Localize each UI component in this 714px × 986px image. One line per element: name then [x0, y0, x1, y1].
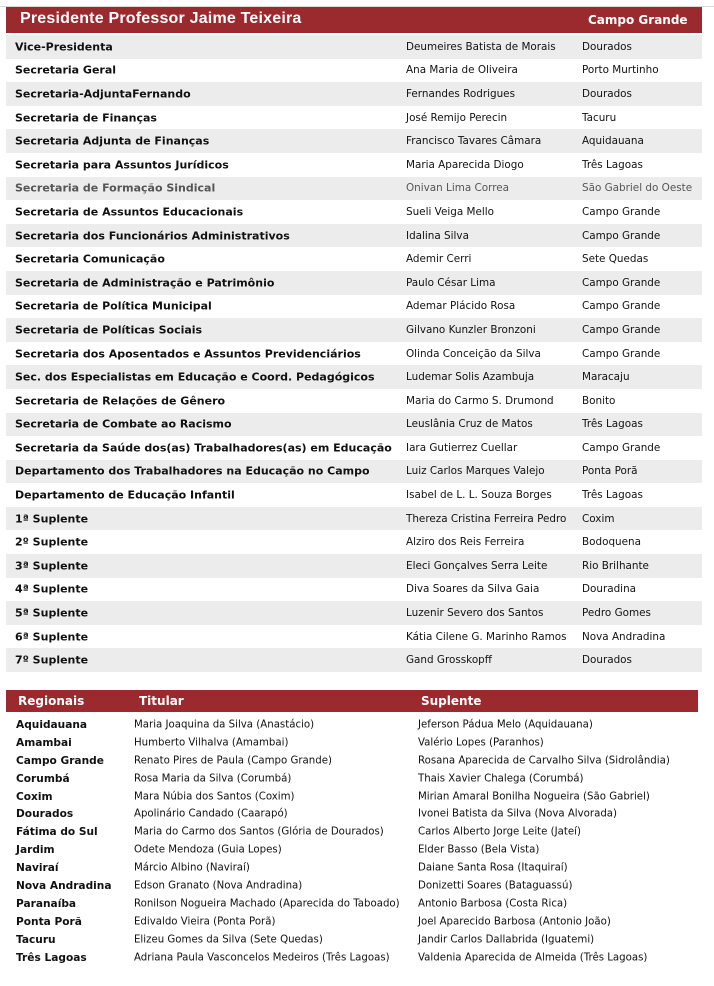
- table-row: [6, 648, 702, 672]
- board-name: Maria Aparecida Diogo: [406, 158, 524, 171]
- board-name: Fernandes Rodrigues: [406, 87, 515, 100]
- board-role: 6ª Suplente: [15, 630, 89, 644]
- board-city: Três Lagoas: [582, 418, 643, 431]
- table-row: [6, 949, 698, 967]
- regional-suplente: Carlos Alberto Jorge Leite (Jateí): [418, 826, 581, 838]
- table-row: [6, 823, 698, 841]
- table-row: [6, 788, 698, 806]
- regional-suplente: Joel Aparecido Barbosa (Antonio João): [418, 916, 611, 928]
- board-city: Nova Andradina: [582, 630, 666, 643]
- board-city: Ponta Porã: [582, 465, 638, 478]
- board-name: Isabel de L. L. Souza Borges: [406, 489, 552, 502]
- board-name: Kátia Cilene G. Marinho Ramos: [406, 630, 567, 643]
- board-role: Secretaria da Saúde dos(as) Trabalhadores(as) em Educação: [15, 441, 392, 455]
- board-city: Campo Grande: [582, 441, 661, 454]
- table-row: [6, 200, 702, 224]
- board-city: Aquidauana: [582, 135, 644, 148]
- regional-titular: Renato Pires de Paula (Campo Grande): [134, 755, 332, 767]
- board-name: Luiz Carlos Marques Valejo: [406, 465, 545, 478]
- board-name: Luzenir Severo dos Santos: [406, 607, 544, 620]
- regional-titular: Odete Mendoza (Guia Lopes): [134, 844, 282, 856]
- regional-suplente: Mirian Amaral Bonilha Nogueira (São Gabriel): [418, 791, 650, 802]
- regional-name: Três Lagoas: [16, 951, 87, 964]
- board-role: Secretaria de Finanças: [15, 111, 157, 125]
- president-header: [6, 7, 702, 33]
- board-city: Porto Murtinho: [582, 64, 659, 77]
- board-role: Secretaria de Políticas Sociais: [15, 323, 203, 337]
- board-name: Eleci Gonçalves Serra Leite: [406, 559, 548, 572]
- regional-titular: Adriana Paula Vasconcelos Medeiros (Três Lagoas): [134, 952, 390, 964]
- board-city: Pedro Gomes: [582, 607, 651, 620]
- board-city: Coxim: [582, 512, 615, 525]
- regional-suplente: Valério Lopes (Paranhos): [418, 737, 544, 749]
- table-row: [6, 601, 702, 625]
- board-city: Três Lagoas: [582, 489, 643, 502]
- board-role: Departamento de Educação Infantil: [15, 488, 235, 502]
- regional-name: Naviraí: [16, 862, 59, 875]
- board-name: Onivan Lima Correa: [406, 182, 510, 195]
- board-name: Sueli Veiga Mello: [406, 205, 494, 218]
- regional-col-region: Regionais: [18, 694, 85, 708]
- table-row: [6, 224, 702, 248]
- regional-titular: Apolinário Candado (Caarapó): [134, 808, 288, 820]
- table-row: [6, 389, 702, 413]
- regional-suplente: Jeferson Pádua Melo (Aquidauana): [418, 719, 593, 731]
- board-city: Campo Grande: [582, 205, 661, 218]
- board-role: 3ª Suplente: [15, 559, 89, 573]
- board-role: Secretaria de Assuntos Educacionais: [15, 205, 244, 219]
- table-row: [6, 35, 702, 59]
- board-table: [6, 35, 702, 672]
- board-role: Secretaria Geral: [15, 63, 117, 77]
- regional-titular: Ronilson Nogueira Machado (Aparecida do Taboado): [134, 898, 400, 910]
- regional-name: Paranaíba: [16, 897, 77, 910]
- board-role: Vice-Presidenta: [15, 40, 113, 54]
- table-row: [6, 625, 702, 649]
- regional-suplente: Daiane Santa Rosa (Itaquiraí): [418, 862, 568, 874]
- president-city: Campo Grande: [588, 13, 688, 27]
- board-city: Sete Quedas: [582, 253, 649, 266]
- board-city: Rio Brilhante: [582, 559, 649, 572]
- board-name: Ana Maria de Oliveira: [406, 64, 518, 77]
- table-row: [6, 805, 698, 823]
- board-city: Bonito: [582, 394, 616, 407]
- regional-name: Jardim: [16, 844, 55, 857]
- table-row: [6, 82, 702, 106]
- table-row: [6, 342, 702, 366]
- board-role: 2º Suplente: [15, 535, 89, 549]
- regional-titular: Márcio Albino (Naviraí): [134, 862, 250, 874]
- board-name: Thereza Cristina Ferreira Pedro: [406, 512, 567, 525]
- board-city: Três Lagoas: [582, 158, 643, 171]
- board-role: Secretaria dos Aposentados e Assuntos Previdenciários: [15, 347, 361, 361]
- board-city: Dourados: [582, 40, 632, 53]
- board-name: Maria do Carmo S. Drumond: [406, 394, 554, 407]
- board-city: Dourados: [582, 654, 632, 667]
- table-row: [6, 483, 702, 507]
- board-role: Secretaria para Assuntos Jurídicos: [15, 158, 229, 172]
- regional-name: Corumbá: [16, 772, 70, 785]
- regional-name: Fátima do Sul: [16, 826, 98, 839]
- board-role: Sec. dos Especialistas em Educação e Coord. Pedagógicos: [15, 370, 375, 384]
- regional-suplente: Ivonei Batista da Silva (Nova Alvorada): [418, 808, 617, 820]
- board-city: Dourados: [582, 87, 632, 100]
- table-row: [6, 770, 698, 788]
- board-name: Iara Gutierrez Cuellar: [406, 441, 518, 454]
- regional-titular: Maria do Carmo dos Santos (Glória de Dourados): [134, 826, 384, 838]
- board-name: Deumeires Batista de Morais: [406, 40, 556, 53]
- table-row: [6, 877, 698, 895]
- board-role: Secretaria de Relações de Gênero: [15, 394, 226, 408]
- board-role: 4ª Suplente: [15, 582, 89, 596]
- table-row: [6, 734, 698, 752]
- regional-col-suplente: Suplente: [421, 694, 482, 708]
- board-role: Departamento dos Trabalhadores na Educação no Campo: [15, 464, 370, 478]
- board-role: Secretaria dos Funcionários Administrativos: [15, 229, 290, 243]
- table-row: [6, 59, 702, 83]
- regional-name: Amambai: [16, 736, 72, 749]
- board-role: Secretaria Comunicação: [15, 252, 165, 266]
- board-role: 1ª Suplente: [15, 512, 89, 526]
- board-name: Francisco Tavares Câmara: [406, 135, 542, 148]
- board-city: Maracaju: [582, 371, 630, 384]
- table-row: [6, 554, 702, 578]
- board-name: José Remijo Perecin: [406, 111, 508, 124]
- board-name: Ademir Cerri: [406, 253, 472, 266]
- board-name: Idalina Silva: [406, 229, 469, 242]
- board-role: 7º Suplente: [15, 653, 89, 667]
- regional-titular: Rosa Maria da Silva (Corumbá): [134, 773, 292, 785]
- regional-suplente: Elder Basso (Bela Vista): [418, 844, 540, 856]
- regional-name: Tacuru: [16, 933, 56, 946]
- board-city: Campo Grande: [582, 229, 661, 242]
- top-strip: [0, 0, 714, 7]
- table-row: [6, 436, 702, 460]
- table-row: [6, 177, 702, 201]
- table-row: [6, 295, 702, 319]
- board-role: Secretaria de Política Municipal: [15, 299, 212, 313]
- regional-name: Coxim: [16, 790, 53, 803]
- regional-titular: Edson Granato (Nova Andradina): [134, 880, 303, 892]
- table-row: [6, 365, 702, 389]
- regional-suplente: Valdenia Aparecida de Almeida (Três Lagoas): [418, 952, 648, 964]
- board-name: Ademar Plácido Rosa: [406, 300, 516, 313]
- table-row: [6, 859, 698, 877]
- board-city: Campo Grande: [582, 347, 661, 360]
- regional-suplente: Donizetti Soares (Bataguassú): [418, 880, 573, 892]
- table-row: [6, 129, 702, 153]
- regional-titular: Humberto Vilhalva (Amambai): [134, 737, 289, 749]
- table-row: [6, 460, 702, 484]
- regional-suplente: Thais Xavier Chalega (Corumbá): [418, 773, 584, 785]
- regional-titular: Mara Núbia dos Santos (Coxim): [134, 791, 295, 802]
- regional-suplente: Jandir Carlos Dallabrida (Iguatemi): [418, 934, 595, 946]
- board-name: Leuslânia Cruz de Matos: [406, 418, 533, 431]
- table-row: [6, 895, 698, 913]
- board-city: Douradina: [582, 583, 637, 596]
- table-row: [6, 318, 702, 342]
- board-name: Paulo César Lima: [406, 276, 496, 289]
- table-row: [6, 530, 702, 554]
- board-city: Campo Grande: [582, 323, 661, 336]
- board-name: Diva Soares da Silva Gaia: [406, 583, 540, 596]
- table-row: [6, 716, 698, 734]
- table-row: [6, 271, 702, 295]
- board-name: Gand Grosskopff: [406, 654, 492, 667]
- table-row: [6, 413, 702, 437]
- regional-name: Ponta Porã: [16, 915, 82, 928]
- regional-table: [6, 716, 698, 966]
- regional-name: Campo Grande: [16, 754, 104, 767]
- regional-titular: Elizeu Gomes da Silva (Sete Quedas): [134, 934, 323, 946]
- board-role: Secretaria de Administração e Patrimônio: [15, 276, 275, 290]
- table-row: [6, 153, 702, 177]
- regional-suplente: Antonio Barbosa (Costa Rica): [418, 898, 568, 910]
- table-row: [6, 507, 702, 531]
- board-name: Alziro dos Reis Ferreira: [406, 536, 525, 549]
- table-row: [6, 931, 698, 949]
- board-role: Secretaria-AdjuntaFernando: [15, 87, 191, 101]
- table-row: [6, 106, 702, 130]
- regional-titular: Maria Joaquina da Silva (Anastácio): [134, 719, 315, 731]
- board-city: Tacuru: [582, 111, 617, 124]
- board-role: 5ª Suplente: [15, 606, 89, 620]
- regional-name: Aquidauana: [16, 718, 88, 731]
- table-row: [6, 913, 698, 931]
- board-name: Gilvano Kunzler Bronzoni: [406, 323, 536, 336]
- table-row: [6, 247, 702, 271]
- regional-titular: Edivaldo Vieira (Ponta Porã): [134, 916, 276, 928]
- board-name: Olinda Conceição da Silva: [406, 347, 541, 360]
- regional-name: Nova Andradina: [16, 879, 112, 892]
- regional-name: Dourados: [16, 808, 74, 821]
- board-city: Campo Grande: [582, 276, 661, 289]
- board-role: Secretaria Adjunta de Finanças: [15, 134, 210, 148]
- regional-header: [6, 690, 698, 712]
- board-city: Campo Grande: [582, 300, 661, 313]
- board-city: Bodoquena: [582, 536, 641, 549]
- regional-col-titular: Titular: [139, 694, 184, 708]
- board-role: Secretaria de Combate ao Racismo: [15, 417, 232, 431]
- table-row: [6, 841, 698, 859]
- regional-suplente: Rosana Aparecida de Carvalho Silva (Sidrolândia): [418, 755, 670, 767]
- board-name: Ludemar Solis Azambuja: [406, 371, 535, 384]
- table-row: [6, 578, 702, 602]
- table-row: [6, 752, 698, 770]
- board-city: São Gabriel do Oeste: [582, 182, 693, 195]
- board-role: Secretaria de Formação Sindical: [15, 181, 216, 195]
- president-title: Presidente Professor Jaime Teixeira: [20, 10, 302, 27]
